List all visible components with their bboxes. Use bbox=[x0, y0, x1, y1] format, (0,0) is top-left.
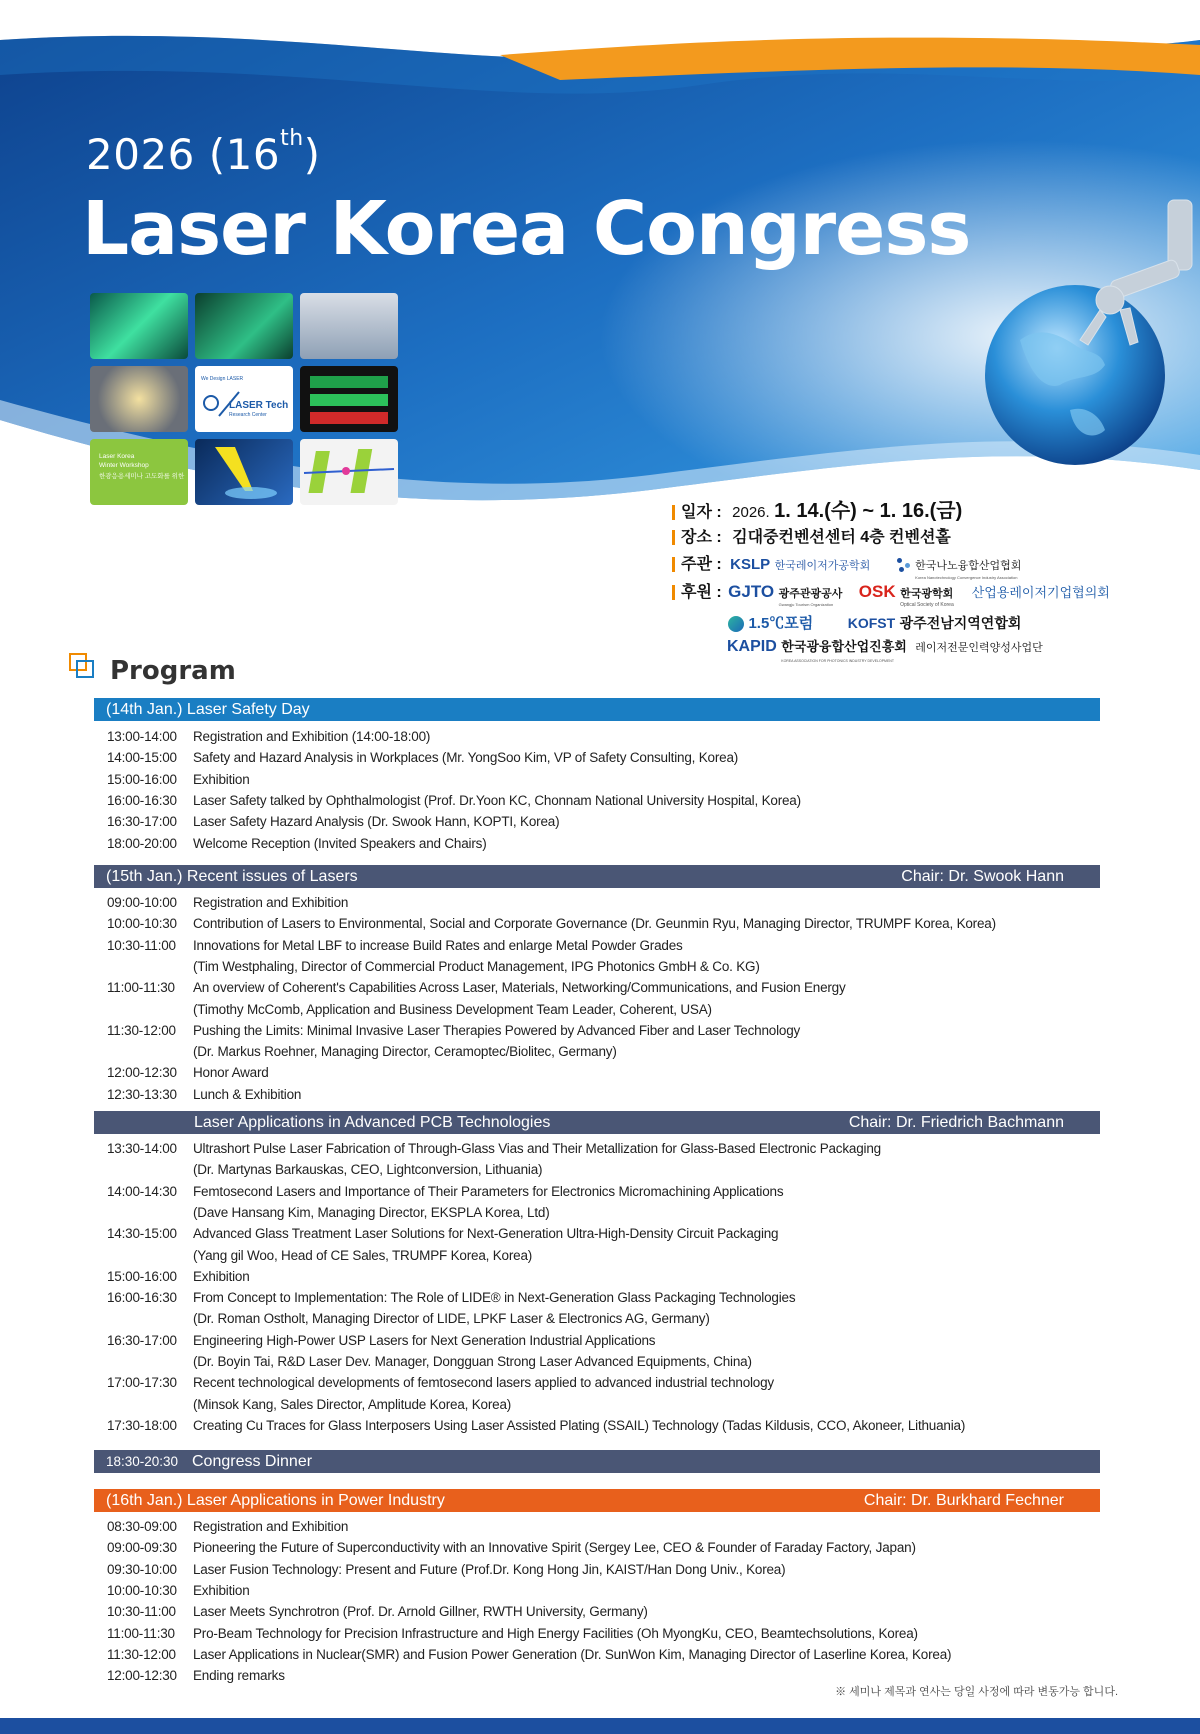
session-text: From Concept to Implementation: The Role of LIDE® in Next-Generation Glass Packaging Technologies bbox=[193, 1290, 796, 1306]
schedule-row-continuation bbox=[107, 1246, 533, 1266]
tile-workshop-banner bbox=[90, 439, 188, 505]
nano-sub: Korea Nanotechnology Convergence Industry Association bbox=[915, 575, 1018, 580]
photo-tiles bbox=[90, 293, 402, 507]
section-header-day2 bbox=[94, 865, 1100, 888]
session-text: (Yang gil Woo, Head of CE Sales, TRUMPF Korea, Korea) bbox=[193, 1247, 533, 1263]
logo-sub: Research Center bbox=[229, 412, 267, 418]
schedule-row-continuation bbox=[107, 1309, 710, 1329]
tile-lab-image bbox=[300, 293, 398, 359]
session-text: Recent technological developments of femtosecond lasers applied to advanced industrial technology bbox=[193, 1375, 774, 1391]
session-text: Ultrashort Pulse Laser Fabrication of Through-Glass Vias and Their Metallization for Glass-Based Electronic Packaging bbox=[193, 1141, 881, 1156]
time-slot: 10:30-11:00 bbox=[107, 1604, 176, 1620]
info-venue bbox=[672, 527, 951, 549]
session-text: Innovations for Metal LBF to increase Build Rates and enlarge Metal Powder Grades bbox=[193, 937, 683, 953]
optics-diagram-icon bbox=[300, 439, 398, 505]
info-sponsor-row2 bbox=[728, 612, 1021, 634]
schedule-row bbox=[107, 1517, 349, 1537]
tile-lasertech-logo bbox=[195, 366, 293, 432]
session-text: Honor Award bbox=[193, 1065, 269, 1081]
workshop-line-2: Winter Workshop bbox=[99, 462, 149, 469]
info-host bbox=[672, 554, 1022, 580]
session-text: (Tim Westphaling, Director of Commercial Product Management, IPG Photonics GmbH & Co. KG) bbox=[193, 958, 760, 974]
time-slot: 15:00-16:00 bbox=[107, 771, 177, 787]
tile-display-image bbox=[300, 366, 398, 432]
laser-beam-icon bbox=[195, 439, 293, 505]
laser-training-group: 레이저전문인력양성사업단 bbox=[915, 642, 1043, 654]
section-chair: Chair: Dr. Friedrich Bachmann bbox=[848, 1114, 1064, 1131]
schedule-row bbox=[107, 1602, 648, 1622]
venue-value: 김대중컨벤션센터 4층 컨벤션홀 bbox=[732, 529, 951, 546]
schedule-row bbox=[107, 893, 349, 913]
schedule-row-continuation bbox=[107, 1203, 550, 1223]
schedule-row bbox=[107, 1416, 966, 1436]
session-text: Lunch & Exhibition bbox=[193, 1086, 302, 1102]
time-slot: 13:30-14:00 bbox=[107, 1141, 177, 1156]
schedule-row bbox=[107, 770, 250, 790]
session-text: Laser Fusion Technology: Present and Future (Prof.Dr. Kong Hong Jin, KAIST/Han Dong Univ., Korea) bbox=[193, 1561, 786, 1577]
nano-name: 한국나노융합산업협회 bbox=[915, 560, 1022, 572]
section-header-day3 bbox=[94, 1489, 1100, 1512]
kapid-logo: KAPID bbox=[727, 638, 777, 655]
session-text: Laser Meets Synchrotron (Prof. Dr. Arnold Gillner, RWTH University, Germany) bbox=[193, 1604, 648, 1620]
schedule-row bbox=[107, 978, 846, 998]
schedule-row bbox=[107, 727, 431, 747]
session-text: Laser Safety Hazard Analysis (Dr. Swook Hann, KOPTI, Korea) bbox=[193, 814, 560, 830]
tile-laser-ring-image bbox=[90, 293, 188, 359]
schedule-row-continuation bbox=[107, 1352, 752, 1372]
schedule-row bbox=[107, 834, 487, 854]
session-text: Pioneering the Future of Superconductivity with an Innovative Spirit (Sergey Lee, CEO & Founder of Faraday Factory, Japan) bbox=[193, 1540, 916, 1556]
time-slot: 11:30-12:00 bbox=[107, 1022, 176, 1038]
time-slot: 10:00-10:30 bbox=[107, 916, 177, 932]
time-slot: 14:30-15:00 bbox=[107, 1226, 177, 1242]
time-slot: 12:30-13:30 bbox=[107, 1086, 177, 1102]
time-slot: 08:30-09:00 bbox=[107, 1519, 177, 1534]
session-text: Laser Applications in Nuclear(SMR) and Fusion Power Generation (Dr. SunWon Kim, Managing Director of Laserline Korea, Korea) bbox=[193, 1646, 952, 1662]
section-title: (16th Jan.) Laser Applications in Power Industry bbox=[106, 1492, 445, 1509]
session-text: Contribution of Lasers to Environmental, Social and Corporate Governance (Dr. Geunmin Ryu, Managing Director, TRUMPF Korea, Korea) bbox=[193, 916, 996, 932]
schedule-row-continuation bbox=[107, 1000, 712, 1020]
session-text: Creating Cu Traces for Glass Interposers Using Laser Assisted Plating (SSAIL) Technology (Tadas Kildusis, CCO, Akoneer, Lithuania) bbox=[193, 1417, 966, 1433]
date-label: 일자 : bbox=[681, 504, 722, 521]
schedule-row bbox=[107, 1182, 784, 1202]
gjto-name: 광주관광공사 bbox=[778, 588, 843, 600]
session-text: Registration and Exhibition bbox=[193, 1519, 349, 1534]
kapid-name: 한국광융합산업진흥회 bbox=[781, 639, 907, 654]
program-icon bbox=[68, 652, 96, 680]
time-slot: 09:00-10:00 bbox=[107, 895, 177, 910]
tile-optics-image bbox=[195, 293, 293, 359]
schedule-row bbox=[107, 1538, 916, 1558]
session-text: Exhibition bbox=[193, 1582, 250, 1598]
time-slot: 16:30-17:00 bbox=[107, 1332, 177, 1348]
time-slot: 16:00-16:30 bbox=[107, 1290, 177, 1306]
session-text: (Timothy McComb, Application and Business Development Team Leader, Coherent, USA) bbox=[193, 1001, 712, 1017]
session-text: Ending remarks bbox=[193, 1668, 285, 1684]
time-slot: 12:00-12:30 bbox=[107, 1065, 177, 1081]
schedule-row bbox=[107, 1624, 918, 1644]
bullet-bar bbox=[672, 557, 675, 572]
time-slot: 11:00-11:30 bbox=[107, 1625, 175, 1641]
osk-name: 한국광학회 bbox=[900, 588, 954, 600]
time-slot: 17:00-17:30 bbox=[107, 1375, 177, 1391]
session-text: Pushing the Limits: Minimal Invasive Laser Therapies Powered by Advanced Fiber and Laser Technology bbox=[193, 1022, 801, 1038]
session-text: Registration and Exhibition (14:00-18:00) bbox=[193, 729, 431, 744]
time-slot: 14:00-14:30 bbox=[107, 1183, 177, 1199]
sponsor-label: 후원 : bbox=[681, 584, 722, 601]
schedule-row bbox=[107, 1267, 250, 1287]
section-header-pcb bbox=[94, 1111, 1100, 1134]
time-slot: 17:30-18:00 bbox=[107, 1417, 177, 1433]
session-text: Welcome Reception (Invited Speakers and Chairs) bbox=[193, 835, 487, 851]
logo-tagline: We Design LASER bbox=[201, 376, 244, 382]
venue-label: 장소 : bbox=[681, 529, 722, 546]
schedule-row bbox=[107, 1224, 779, 1244]
session-text: (Dr. Roman Ostholt, Managing Director of LIDE, LPKF Laser & Electronics AG, Germany) bbox=[193, 1311, 710, 1327]
session-text: (Dave Hansang Kim, Managing Director, EKSPLA Korea, Ltd) bbox=[193, 1204, 550, 1220]
kofst-name: 광주전남지역연합회 bbox=[899, 615, 1022, 631]
date-value: 1. 14.(수) ~ 1. 16.(금) bbox=[774, 500, 963, 522]
time-slot: 09:00-09:30 bbox=[107, 1540, 177, 1556]
section-chair: Chair: Dr. Swook Hann bbox=[901, 868, 1064, 885]
time-slot: 10:00-10:30 bbox=[107, 1582, 177, 1598]
section-header-day1 bbox=[94, 698, 1100, 721]
session-text: (Dr. Markus Roehner, Managing Director, Ceramoptec/Biolitec, Germany) bbox=[193, 1044, 617, 1060]
session-text: Exhibition bbox=[193, 771, 250, 787]
forum-logo-icon bbox=[728, 616, 744, 632]
osk-sub: Optical Society of Korea bbox=[900, 602, 954, 608]
time-slot: 12:00-12:30 bbox=[107, 1668, 177, 1684]
session-text: Femtosecond Lasers and Importance of Their Parameters for Electronics Micromachining Applications bbox=[193, 1183, 784, 1199]
tile-optics-diagram-image bbox=[300, 439, 398, 505]
schedule-row bbox=[107, 1645, 952, 1665]
schedule-row bbox=[107, 1331, 656, 1351]
bullet-bar bbox=[672, 505, 675, 520]
date-year: 2026. bbox=[732, 504, 770, 521]
schedule-row bbox=[107, 812, 560, 832]
gjto-logo: GJTO bbox=[728, 582, 775, 601]
congress-title: Laser Korea Congress bbox=[82, 186, 971, 272]
schedule-row bbox=[107, 1288, 796, 1308]
time-slot: 09:30-10:00 bbox=[107, 1561, 177, 1577]
schedule-row bbox=[107, 1560, 786, 1580]
nano-logo-icon bbox=[897, 558, 911, 572]
workshop-line-1: Laser Korea bbox=[99, 453, 135, 460]
section-header-dinner bbox=[94, 1450, 1100, 1473]
session-text: Exhibition bbox=[193, 1268, 250, 1284]
info-sponsor-row3 bbox=[727, 636, 1043, 663]
program-title: Program bbox=[110, 656, 236, 686]
bullet-bar bbox=[672, 585, 675, 600]
time-slot: 15:00-16:00 bbox=[107, 1268, 177, 1284]
section-title: Congress Dinner bbox=[192, 1453, 313, 1470]
session-text: (Dr. Martynas Barkauskas, CEO, Lightconversion, Lithuania) bbox=[193, 1162, 543, 1178]
schedule-row-continuation bbox=[107, 1395, 512, 1415]
schedule-row bbox=[107, 1373, 774, 1393]
info-sponsor bbox=[672, 581, 1110, 608]
session-text: An overview of Coherent's Capabilities Across Laser, Materials, Networking/Communications, and Fusion Energy bbox=[193, 980, 846, 996]
dinner-time: 18:30-20:30 bbox=[106, 1454, 179, 1469]
session-text: (Minsok Kang, Sales Director, Amplitude Korea, Korea) bbox=[193, 1396, 512, 1412]
schedule-row bbox=[107, 936, 683, 956]
globe-icon bbox=[985, 285, 1165, 465]
congress-edition bbox=[86, 126, 321, 179]
bullet-bar bbox=[672, 530, 675, 545]
schedule-row bbox=[107, 1085, 302, 1105]
logo-name: LASER Tech bbox=[229, 400, 289, 411]
time-slot: 10:30-11:00 bbox=[107, 937, 176, 953]
time-slot: 16:30-17:00 bbox=[107, 814, 177, 830]
section-title: Laser Applications in Advanced PCB Technologies bbox=[194, 1114, 551, 1131]
industrial-laser-council: 산업용레이저기업협의회 bbox=[971, 585, 1110, 600]
schedule-row bbox=[107, 748, 739, 768]
hero-banner bbox=[0, 0, 1200, 663]
kslp-name: 한국레이저가공학회 bbox=[774, 560, 871, 572]
time-slot: 16:00-16:30 bbox=[107, 792, 177, 808]
edition-year: 2026 (16 bbox=[86, 130, 281, 179]
section-title: (15th Jan.) Recent issues of Lasers bbox=[106, 868, 358, 885]
schedule-row bbox=[107, 1666, 285, 1686]
schedule-row-continuation bbox=[107, 1042, 617, 1062]
time-slot: 11:30-12:00 bbox=[107, 1646, 176, 1662]
time-slot: 14:00-15:00 bbox=[107, 750, 177, 766]
schedule-row-continuation bbox=[107, 1160, 543, 1180]
session-text: Engineering High-Power USP Lasers for Next Generation Industrial Applications bbox=[193, 1332, 656, 1348]
tile-beam-image bbox=[195, 439, 293, 505]
schedule-row-continuation bbox=[107, 957, 760, 977]
session-text: Pro-Beam Technology for Precision Infrastructure and High Energy Facilities (Oh MyongKu, CEO, Beamtechsolutions, Korea) bbox=[193, 1625, 918, 1641]
section-chair: Chair: Dr. Burkhard Fechner bbox=[863, 1492, 1064, 1509]
osk-logo: OSK bbox=[858, 582, 896, 601]
gjto-sub: Gwangju Tourism Organization bbox=[778, 602, 834, 607]
host-label: 주관 : bbox=[681, 556, 722, 573]
time-slot: 13:00-14:00 bbox=[107, 729, 177, 744]
schedule-row bbox=[107, 1021, 801, 1041]
section-title: (14th Jan.) Laser Safety Day bbox=[106, 701, 310, 718]
footer-bar bbox=[0, 1718, 1200, 1734]
tile-lens-image bbox=[90, 366, 188, 432]
session-text: Advanced Glass Treatment Laser Solutions for Next-Generation Ultra-High-Density Circuit Packaging bbox=[193, 1226, 779, 1242]
disclaimer-note: ※ 세미나 제목과 연사는 당일 사정에 따라 변동가능 합니다. bbox=[835, 1686, 1118, 1698]
schedule-row bbox=[107, 1581, 250, 1601]
edition-close: ) bbox=[303, 130, 321, 179]
forum-name: 1.5℃포럼 bbox=[748, 615, 814, 632]
schedule-row bbox=[107, 914, 996, 934]
schedule-row bbox=[107, 1139, 881, 1159]
session-text: Safety and Hazard Analysis in Workplaces (Mr. YongSoo Kim, VP of Safety Consulting, Korea) bbox=[193, 750, 739, 766]
time-slot: 18:00-20:00 bbox=[107, 835, 177, 851]
info-date bbox=[672, 500, 962, 522]
kapid-sub: KOREA ASSOCIATION FOR PHOTONICS INDUSTRY DEVELOPMENT bbox=[781, 659, 894, 663]
edition-suffix: th bbox=[280, 126, 304, 151]
kslp-logo: KSLP bbox=[730, 556, 771, 573]
schedule-row bbox=[107, 1063, 269, 1083]
session-text: Registration and Exhibition bbox=[193, 895, 349, 910]
workshop-line-3: 한광응용세미나 고도화를 위한 bbox=[99, 473, 185, 480]
schedule-row bbox=[107, 791, 801, 811]
time-slot: 11:00-11:30 bbox=[107, 980, 175, 996]
session-text: (Dr. Boyin Tai, R&D Laser Dev. Manager, Dongguan Strong Laser Advanced Equipments, China) bbox=[193, 1354, 752, 1369]
session-text: Laser Safety talked by Ophthalmologist (Prof. Dr.Yoon KC, Chonnam National University Hospital, Korea) bbox=[193, 792, 801, 808]
kofst-logo: KOFST bbox=[847, 615, 896, 631]
